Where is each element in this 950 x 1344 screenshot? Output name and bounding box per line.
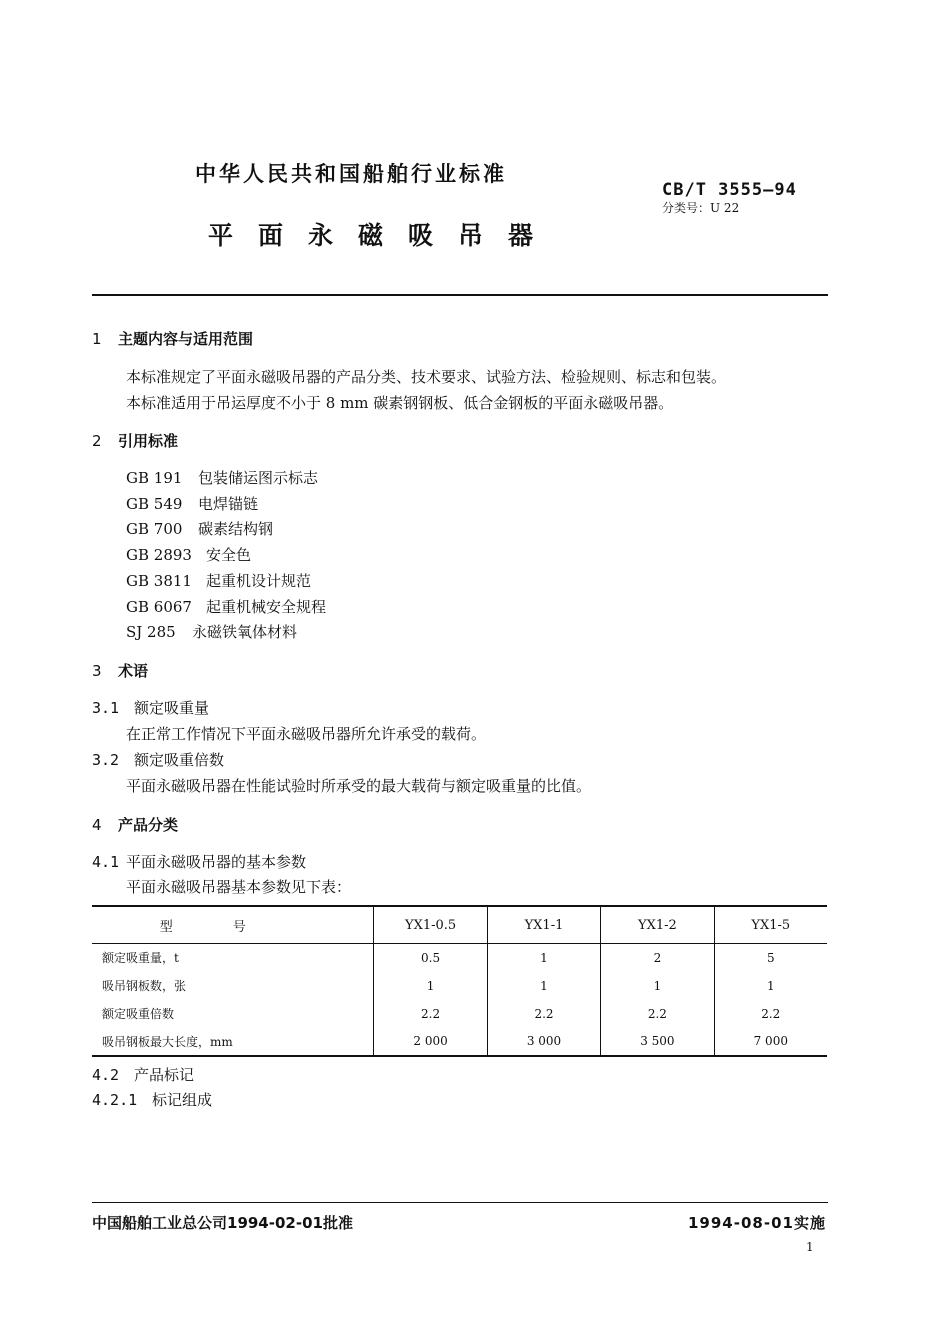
section-number: 2: [92, 432, 102, 450]
reference-code: GB 6067: [126, 598, 192, 616]
table-cell: 1: [487, 972, 600, 1000]
subsection-3-1-text: 在正常工作情况下平面永磁吸吊器所允许承受的载荷。: [126, 725, 487, 743]
reference-code: GB 3811: [126, 572, 192, 590]
section-1-paragraph-2: 本标准适用于吊运厚度不小于 8 mm 碳素钢钢板、低合金钢板的平面永磁吸吊器。: [126, 394, 674, 412]
section-1-heading: [92, 328, 253, 349]
table-cell: 2 000: [374, 1028, 487, 1056]
subsection-3-2-heading: [92, 749, 224, 770]
table-row: [92, 1000, 827, 1028]
section-number: 3: [92, 662, 102, 680]
subsection-number: 4.1: [92, 853, 120, 871]
reference-name: 安全色: [206, 546, 252, 564]
table-header-cell: YX1-0.5: [374, 906, 487, 944]
subsection-4-2-1-heading: [92, 1089, 212, 1110]
reference-item: [126, 493, 258, 514]
row-label: 吸吊钢板数，张: [102, 979, 187, 993]
table-cell: 1: [714, 972, 827, 1000]
section-title: 引用标准: [118, 432, 179, 450]
section-1-paragraph-1: 本标准规定了平面永磁吸吊器的产品分类、技术要求、试验方法、检验规则、标志和包装。: [126, 368, 727, 386]
table-cell: 5: [714, 944, 827, 972]
table-cell: 1: [374, 972, 487, 1000]
row-label: 额定吸重倍数: [102, 1007, 175, 1021]
reference-item: [126, 518, 273, 539]
industry-standard-title: 中华人民共和国船舶行业标准: [195, 162, 507, 186]
section-title: 主题内容与适用范围: [118, 330, 254, 348]
table-row: [92, 944, 827, 972]
reference-name: 电焊锚链: [198, 495, 259, 513]
footer-rule: [92, 1202, 828, 1203]
subsection-number: 4.2.1: [92, 1091, 138, 1109]
section-2-heading: [92, 430, 178, 451]
table-header-row: [92, 906, 827, 944]
section-4-heading: [92, 814, 178, 835]
table-header-cell: YX1-5: [714, 906, 827, 944]
subsection-3-2-text: 平面永磁吸吊器在性能试验时所承受的最大载荷与额定吸重量的比值。: [126, 777, 592, 795]
subsection-4-2-heading: [92, 1064, 194, 1085]
reference-item: [126, 596, 326, 617]
subsection-number: 3.2: [92, 751, 120, 769]
table-cell: 7 000: [714, 1028, 827, 1056]
reference-name: 永磁铁氧体材料: [192, 623, 298, 641]
reference-item: [126, 467, 318, 488]
section-3-heading: [92, 660, 148, 681]
table-cell: 3 000: [487, 1028, 600, 1056]
row-label: 额定吸重量，t: [102, 951, 179, 966]
table-cell: 2.2: [487, 1000, 600, 1028]
subsection-title: 平面永磁吸吊器的基本参数: [126, 853, 307, 871]
basic-parameters-table: [92, 905, 827, 1057]
subsection-number: 4.2: [92, 1066, 120, 1084]
reference-code: SJ 285: [126, 623, 176, 641]
reference-name: 起重机械安全规程: [206, 598, 327, 616]
reference-name: 包装储运图示标志: [198, 469, 319, 487]
subsection-3-1-heading: [92, 697, 209, 718]
page-number: 1: [806, 1240, 814, 1254]
table-cell: 2.2: [374, 1000, 487, 1028]
section-number: 4: [92, 816, 102, 834]
reference-item: [126, 570, 311, 591]
table-cell: 3 500: [601, 1028, 714, 1056]
reference-code: GB 700: [126, 520, 183, 538]
standard-number: CB/T 3555—94: [662, 180, 797, 200]
subsection-title: 标记组成: [152, 1091, 213, 1109]
table-cell: 0.5: [374, 944, 487, 972]
approval-date: 中国船舶工业总公司1994-02-01批准: [92, 1214, 353, 1232]
row-label: 吸吊钢板最大长度，mm: [92, 1028, 374, 1056]
section-number: 1: [92, 330, 102, 348]
table-cell: 2.2: [714, 1000, 827, 1028]
table-header-cell: YX1-2: [601, 906, 714, 944]
table-row: [92, 1028, 827, 1056]
reference-name: 碳素结构钢: [198, 520, 274, 538]
section-title: 术语: [118, 662, 149, 680]
reference-name: 起重机设计规范: [206, 572, 312, 590]
subsection-4-1-heading: [92, 851, 306, 872]
document-title: 平面永磁吸吊器: [208, 221, 559, 250]
table-cell: 2.2: [601, 1000, 714, 1028]
reference-code: GB 549: [126, 495, 183, 513]
table-header-cell: YX1-1: [487, 906, 600, 944]
table-cell: 1: [487, 944, 600, 972]
subsection-title: 额定吸重量: [134, 699, 210, 717]
subsection-number: 3.1: [92, 699, 120, 717]
subsection-4-1-text: 平面永磁吸吊器基本参数见下表：: [126, 878, 352, 896]
table-row: [92, 972, 827, 1000]
section-title: 产品分类: [118, 816, 179, 834]
header-rule: [92, 294, 828, 296]
table-header-model: 型号: [92, 906, 374, 944]
reference-code: GB 2893: [126, 546, 192, 564]
table-cell: 1: [601, 972, 714, 1000]
reference-code: GB 191: [126, 469, 183, 487]
effective-date: 1994-08-01实施: [688, 1214, 826, 1232]
reference-item: [126, 621, 297, 642]
reference-item: [126, 544, 251, 565]
subsection-title: 产品标记: [134, 1066, 195, 1084]
classification-number: 分类号：U 22: [662, 201, 740, 215]
table-cell: 2: [601, 944, 714, 972]
subsection-title: 额定吸重倍数: [134, 751, 225, 769]
